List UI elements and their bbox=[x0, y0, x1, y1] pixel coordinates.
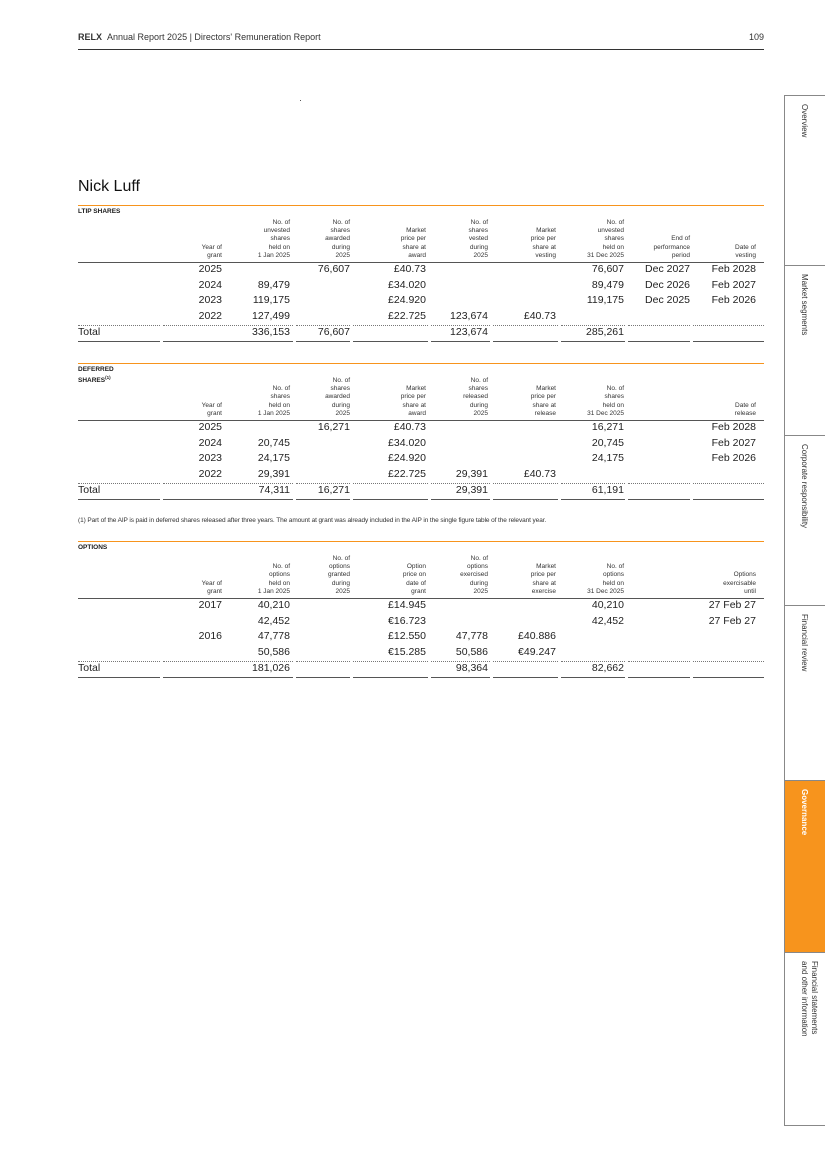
row-separator bbox=[296, 661, 350, 662]
column-header: No. of options held on 31 Dec 2025 bbox=[587, 563, 624, 595]
person-name: Nick Luff bbox=[78, 178, 140, 195]
row-separator bbox=[693, 325, 764, 326]
side-tab-label: Governance bbox=[800, 789, 809, 836]
table-cell: £22.725 bbox=[388, 467, 426, 480]
total-rule bbox=[353, 677, 428, 678]
total-rule bbox=[561, 499, 625, 500]
total-rule bbox=[78, 677, 160, 678]
side-tab-financial-review[interactable] bbox=[784, 605, 825, 780]
table-cell: 16,271 bbox=[591, 421, 624, 433]
report-title: Annual Report 2025 | Directors' Remuneration Report bbox=[107, 32, 321, 42]
total-cell: 123,674 bbox=[450, 326, 488, 339]
column-header: No. of shares vested during 2025 bbox=[468, 218, 488, 259]
total-cell: 98,364 bbox=[455, 662, 488, 675]
column-header: Market price per share at exercise bbox=[530, 563, 556, 595]
total-rule bbox=[431, 341, 490, 342]
table-cell: Feb 2026 bbox=[711, 452, 756, 465]
row-separator bbox=[493, 661, 558, 662]
table-cell: 40,210 bbox=[257, 599, 290, 611]
side-tab-governance[interactable] bbox=[784, 780, 825, 952]
table-cell: £40.73 bbox=[523, 467, 556, 480]
column-header: Year of grant bbox=[201, 579, 222, 595]
table-cell: 2023 bbox=[198, 452, 222, 465]
page-header bbox=[78, 32, 764, 50]
table-cell: 47,778 bbox=[257, 630, 290, 643]
table-cell: €16.723 bbox=[388, 614, 426, 627]
total-rule bbox=[78, 341, 160, 342]
table-cell: 50,586 bbox=[455, 645, 488, 658]
table-cell: €15.285 bbox=[388, 645, 426, 658]
total-label: Total bbox=[78, 484, 101, 497]
table-cell: Dec 2026 bbox=[645, 278, 690, 291]
column-header: No. of shares held on 31 Dec 2025 bbox=[587, 385, 624, 417]
table-top-rule bbox=[78, 205, 764, 206]
column-header: End of performance period bbox=[653, 235, 690, 259]
total-rule bbox=[561, 341, 625, 342]
table-cell: Feb 2028 bbox=[711, 263, 756, 275]
side-tab-label: Market segments bbox=[800, 274, 809, 336]
table-cell: Dec 2025 bbox=[645, 294, 690, 307]
total-rule bbox=[628, 341, 690, 342]
total-rule bbox=[296, 341, 350, 342]
table-cell: 24,175 bbox=[257, 452, 290, 465]
table-cell: 119,175 bbox=[252, 294, 290, 307]
total-rule bbox=[493, 341, 558, 342]
table-cell: £24.920 bbox=[388, 294, 426, 307]
table-cell: 2024 bbox=[198, 436, 222, 449]
column-header: Year of grant bbox=[201, 401, 222, 417]
column-header: No. of unvested shares held on 1 Jan 2025 bbox=[257, 218, 290, 259]
column-header: No. of options exercised during 2025 bbox=[460, 554, 488, 595]
table-cell: 2016 bbox=[198, 630, 222, 643]
side-tab-label: Overview bbox=[800, 104, 809, 138]
options-table bbox=[78, 541, 764, 681]
total-rule bbox=[493, 499, 558, 500]
column-header: Market price per share at award bbox=[400, 227, 426, 259]
table-cell: 76,607 bbox=[317, 263, 350, 275]
row-separator bbox=[493, 483, 558, 484]
table-top-rule bbox=[78, 541, 764, 542]
table-label: LTIP SHARES bbox=[78, 208, 121, 215]
total-cell: 82,662 bbox=[591, 662, 624, 675]
column-header: No. of options granted during 2025 bbox=[327, 554, 350, 595]
row-separator bbox=[693, 483, 764, 484]
table-cell: 20,745 bbox=[257, 436, 290, 449]
column-header: Date of release bbox=[734, 401, 756, 417]
table-cell: 27 Feb 27 bbox=[708, 599, 756, 611]
total-cell: 61,191 bbox=[591, 484, 624, 497]
side-tab-label: Financial statements and other information bbox=[800, 961, 819, 1037]
column-header: Market price per share at vesting bbox=[530, 227, 556, 259]
footnote: (1) Part of the AIP is paid in deferred shares released after three years. The amount at grant was already included in the AIP in the single figure table of the relevant year. bbox=[78, 517, 547, 524]
column-header: Option price on date of grant bbox=[402, 563, 426, 595]
table-cell: Feb 2028 bbox=[711, 421, 756, 433]
table-cell: 2023 bbox=[198, 294, 222, 307]
column-header: Date of vesting bbox=[735, 243, 756, 259]
total-rule bbox=[493, 677, 558, 678]
table-cell: £34.020 bbox=[388, 278, 426, 291]
table-cell: £40.73 bbox=[523, 309, 556, 322]
total-label: Total bbox=[78, 662, 101, 675]
total-rule bbox=[163, 499, 293, 500]
column-header: No. of shares released during 2025 bbox=[463, 376, 488, 417]
total-cell: 76,607 bbox=[317, 326, 350, 339]
column-header: No. of shares awarded during 2025 bbox=[325, 218, 350, 259]
table-cell: 123,674 bbox=[450, 309, 488, 322]
table-cell: Feb 2026 bbox=[711, 294, 756, 307]
row-separator bbox=[628, 325, 690, 326]
side-tab-label: Corporate responsibility bbox=[800, 444, 809, 529]
total-cell: 285,261 bbox=[586, 326, 624, 339]
table-cell: 16,271 bbox=[317, 421, 350, 433]
table-cell: 2024 bbox=[198, 278, 222, 291]
column-header: No. of shares awarded during 2025 bbox=[325, 376, 350, 417]
table-cell: 42,452 bbox=[257, 614, 290, 627]
total-rule bbox=[431, 499, 490, 500]
table-cell: 89,479 bbox=[257, 278, 290, 291]
table-cell: 47,778 bbox=[455, 630, 488, 643]
table-cell: 2022 bbox=[198, 467, 222, 480]
column-header: Options exercisable until bbox=[723, 571, 756, 595]
table-cell: €49.247 bbox=[518, 645, 556, 658]
footnote-marker: (1) bbox=[105, 374, 111, 380]
total-rule bbox=[693, 677, 764, 678]
table-cell: Feb 2027 bbox=[711, 436, 756, 449]
table-cell: £40.886 bbox=[518, 630, 556, 643]
total-rule bbox=[78, 499, 160, 500]
table-cell: £14.945 bbox=[388, 599, 426, 611]
table-cell: 2022 bbox=[198, 309, 222, 322]
total-rule bbox=[296, 677, 350, 678]
table-cell: £24.920 bbox=[388, 452, 426, 465]
column-header: Year of grant bbox=[201, 243, 222, 259]
total-cell: 181,026 bbox=[252, 662, 290, 675]
column-header: Market price per share at release bbox=[530, 385, 556, 417]
total-rule bbox=[353, 341, 428, 342]
side-tab-label: Financial review bbox=[800, 614, 809, 672]
total-rule bbox=[163, 677, 293, 678]
table-cell: £34.020 bbox=[388, 436, 426, 449]
row-separator bbox=[353, 483, 428, 484]
table-cell: 50,586 bbox=[257, 645, 290, 658]
table-cell: 29,391 bbox=[455, 467, 488, 480]
table-cell: £40.73 bbox=[393, 421, 426, 433]
table-cell: 20,745 bbox=[591, 436, 624, 449]
total-rule bbox=[353, 499, 428, 500]
table-cell: 127,499 bbox=[252, 309, 290, 322]
row-separator bbox=[353, 325, 428, 326]
row-separator bbox=[353, 661, 428, 662]
total-rule bbox=[561, 677, 625, 678]
side-tab-market-segments[interactable] bbox=[784, 265, 825, 435]
side-tab-bottom-rule bbox=[784, 1125, 825, 1126]
total-cell: 29,391 bbox=[455, 484, 488, 497]
table-cell: 2025 bbox=[198, 421, 222, 433]
total-label: Total bbox=[78, 326, 101, 339]
deferred-shares-table bbox=[78, 363, 764, 508]
table-cell: 40,210 bbox=[591, 599, 624, 611]
table-cell: Dec 2027 bbox=[645, 263, 690, 275]
total-cell: 336,153 bbox=[252, 326, 290, 339]
total-rule bbox=[628, 499, 690, 500]
table-cell: 76,607 bbox=[591, 263, 624, 275]
total-rule bbox=[296, 499, 350, 500]
total-rule bbox=[431, 677, 490, 678]
table-cell: 119,175 bbox=[586, 294, 624, 307]
row-separator bbox=[493, 325, 558, 326]
table-cell: 27 Feb 27 bbox=[708, 614, 756, 627]
ltip-shares-table bbox=[78, 205, 764, 345]
table-label: DEFERRED SHARES$^{(1)}$ bbox=[78, 366, 114, 384]
table-cell: 24,175 bbox=[591, 452, 624, 465]
table-cell: Feb 2027 bbox=[711, 278, 756, 291]
table-cell: 89,479 bbox=[591, 278, 624, 291]
column-header: Market price per share at award bbox=[400, 385, 426, 417]
table-cell: 29,391 bbox=[257, 467, 290, 480]
total-rule bbox=[163, 341, 293, 342]
total-rule bbox=[693, 499, 764, 500]
total-rule bbox=[693, 341, 764, 342]
header-title-group bbox=[78, 32, 321, 42]
side-tab-corporate-responsibility[interactable] bbox=[784, 435, 825, 605]
table-top-rule bbox=[78, 363, 764, 364]
total-rule bbox=[628, 677, 690, 678]
column-header: No. of shares held on 1 Jan 2025 bbox=[257, 385, 290, 417]
stray-dot bbox=[300, 100, 301, 101]
brand-name: RELX bbox=[78, 32, 103, 42]
side-tab-financial-statements[interactable] bbox=[784, 952, 825, 1125]
row-separator bbox=[628, 483, 690, 484]
column-header: No. of unvested shares held on 31 Dec 2025 bbox=[587, 218, 624, 259]
total-cell: 16,271 bbox=[317, 484, 350, 497]
row-separator bbox=[628, 661, 690, 662]
table-label: OPTIONS bbox=[78, 544, 108, 551]
column-header: No. of options held on 1 Jan 2025 bbox=[257, 563, 290, 595]
table-cell: 2025 bbox=[198, 263, 222, 275]
page-number: 109 bbox=[748, 32, 764, 42]
table-cell: £12.550 bbox=[388, 630, 426, 643]
table-cell: £40.73 bbox=[393, 263, 426, 275]
side-tab-overview[interactable] bbox=[784, 95, 825, 265]
row-separator bbox=[693, 661, 764, 662]
table-cell: 2017 bbox=[198, 599, 222, 611]
table-cell: 42,452 bbox=[591, 614, 624, 627]
total-cell: 74,311 bbox=[258, 484, 290, 497]
table-cell: £22.725 bbox=[388, 309, 426, 322]
